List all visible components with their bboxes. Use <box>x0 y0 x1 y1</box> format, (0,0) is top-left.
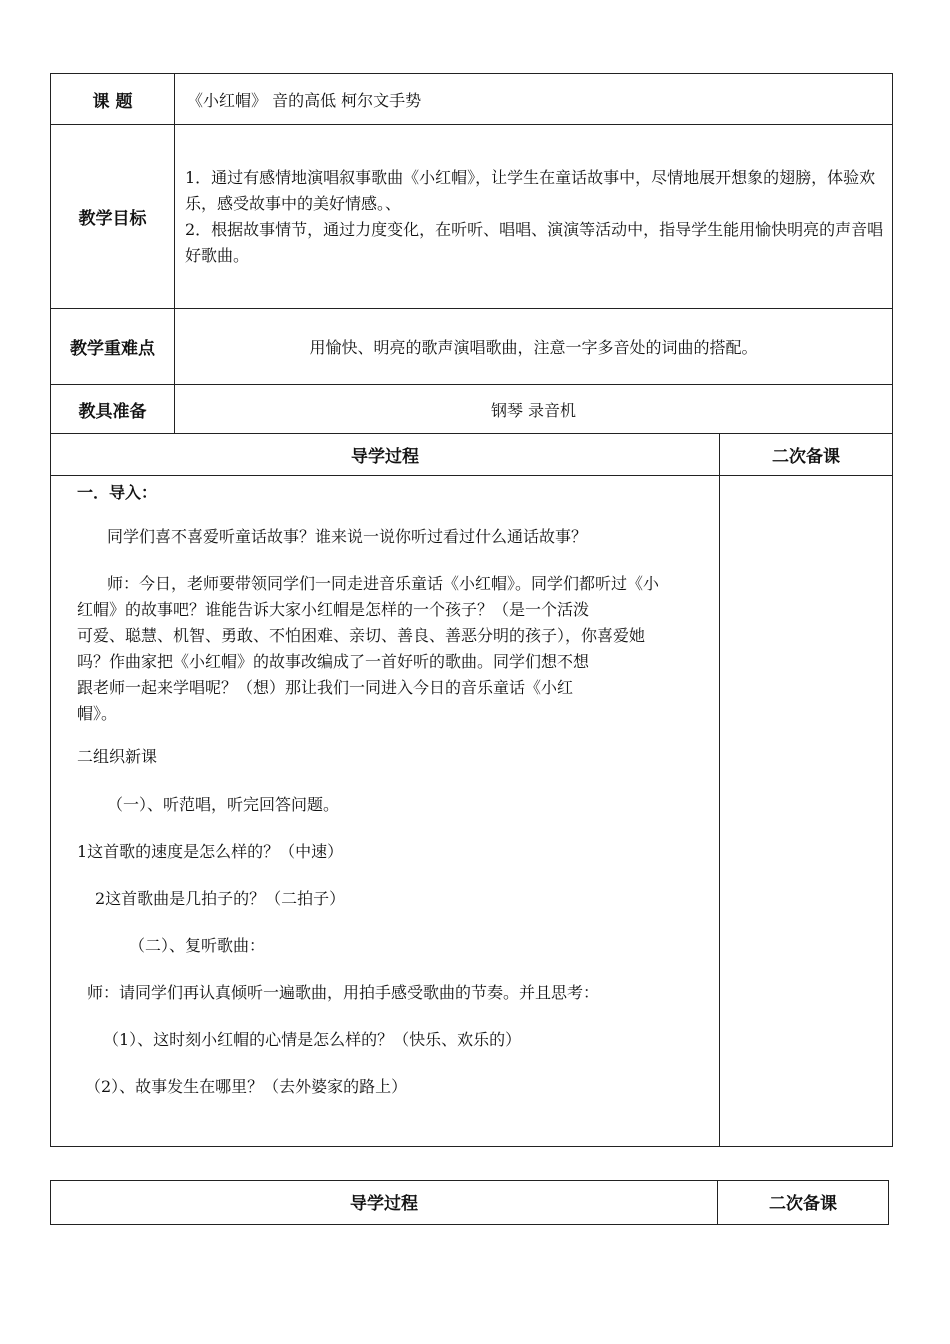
materials-value: 钢琴 录音机 <box>175 385 893 434</box>
question-line: 1这首歌的速度是怎么样的？（中速） <box>77 842 344 861</box>
continuation-header-row <box>51 1181 889 1225</box>
key-points-row <box>51 309 893 385</box>
notes-content <box>720 476 893 1147</box>
continuation-notes-header: 二次备课 <box>718 1181 889 1225</box>
paragraph-line: 师：请同学们再认真倾听一遍歌曲，用拍手感受歌曲的节奏。并且思考： <box>87 983 600 1002</box>
title-value: 《小红帽》 音的高低 柯尔文手势 <box>175 74 893 125</box>
paragraph-line: （二）、复听歌曲： <box>129 936 266 955</box>
paragraph-line: 可爱、聪慧、机智、勇敢、不怕困难、亲切、善良、善恶分明的孩子），你喜爱她 <box>77 626 646 645</box>
title-row <box>51 74 893 125</box>
paragraph-line: 吗？作曲家把《小红帽》的故事改编成了一首好听的歌曲。同学们想不想 <box>77 652 590 671</box>
process-content <box>51 476 720 1147</box>
question-line: （2）、故事发生在哪里？（去外婆家的路上） <box>85 1077 408 1096</box>
objective-item: 2．根据故事情节，通过力度变化，在听听、唱唱、演演等活动中，指导学生能用愉快明亮的声音唱好歌曲。 <box>185 219 884 265</box>
paragraph-line: 帽》。 <box>77 704 118 723</box>
process-body-row <box>51 476 893 1147</box>
process-header: 导学过程 <box>51 434 720 476</box>
process-header-row <box>51 434 893 476</box>
materials-label: 教具准备 <box>51 385 175 434</box>
materials-row <box>51 385 893 434</box>
notes-header: 二次备课 <box>720 434 893 476</box>
paragraph-line: 红帽》的故事吧？谁能告诉大家小红帽是怎样的一个孩子？（是一个活泼 <box>77 600 590 619</box>
objectives-cell <box>175 125 893 309</box>
lesson-plan-table <box>50 73 893 1147</box>
continuation-process-header: 导学过程 <box>51 1181 718 1225</box>
paragraph-line: （一）、听范唱，听完回答问题。 <box>107 795 340 814</box>
question-line: 2这首歌曲是几拍子的？（二拍子） <box>95 889 346 908</box>
question-line: （1）、这时刻小红帽的心情是怎么样的？（快乐、欢乐的） <box>103 1030 522 1049</box>
key-points-label: 教学重难点 <box>51 309 175 385</box>
objective-item: 1．通过有感情地演唱叙事歌曲《小红帽》，让学生在童话故事中，尽情地展开想象的翅膀，体验欢乐，感受故事中的美好情感。、 <box>185 167 876 213</box>
paragraph-line: 跟老师一起来学唱呢？（想）那让我们一同进入今日的音乐童话《小红 <box>77 678 574 697</box>
title-label: 课 题 <box>51 74 175 125</box>
objectives-row <box>51 125 893 309</box>
paragraph-line: 师：今日，老师要带领同学们一同走进音乐童话《小红帽》。同学们都听过《小 <box>107 574 660 593</box>
paragraph-line: 同学们喜不喜爱听童话故事？谁来说一说你听过看过什么通话故事？ <box>107 527 588 546</box>
continuation-table <box>50 1180 889 1225</box>
objectives-label: 教学目标 <box>51 125 175 309</box>
key-points-value: 用愉快、明亮的歌声演唱歌曲，注意一字多音处的词曲的搭配。 <box>175 309 893 385</box>
section-heading: 一．导入： <box>77 483 158 502</box>
section-heading-2: 二组织新课 <box>77 747 158 766</box>
